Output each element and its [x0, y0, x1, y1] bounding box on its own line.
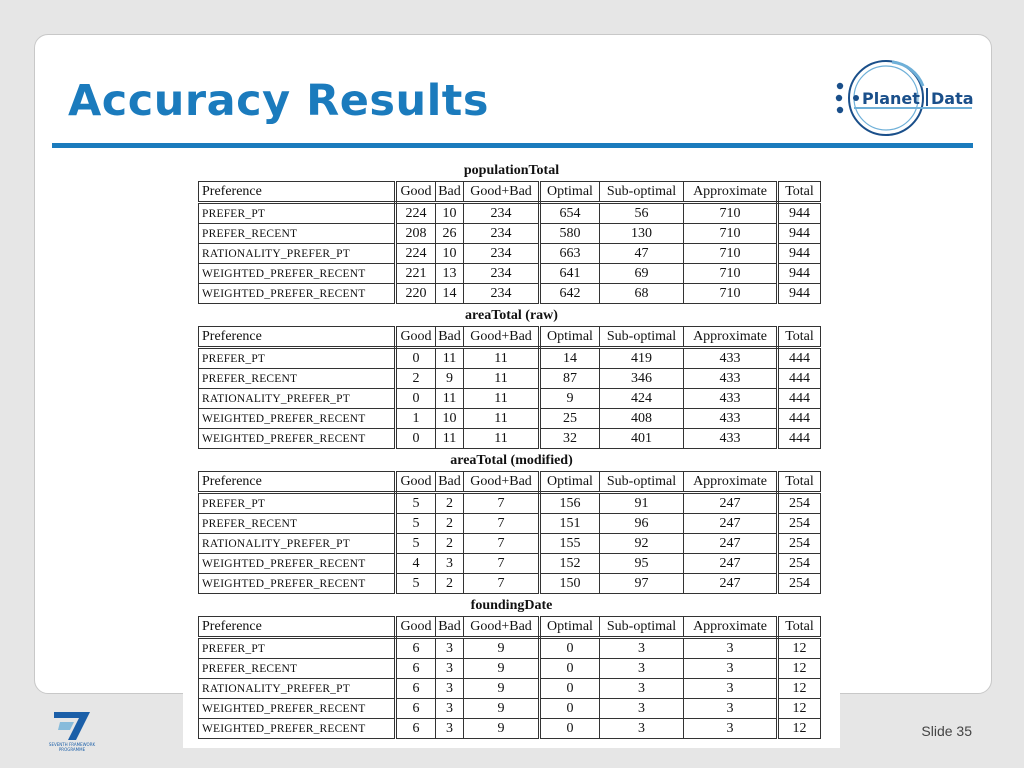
col-header-good-bad: Good+Bad	[464, 327, 540, 348]
table-header-row	[199, 327, 821, 348]
col-header-good-bad: Good+Bad	[464, 617, 540, 638]
cell-good-bad: 7	[464, 554, 540, 574]
table-row	[199, 679, 821, 699]
cell-approximate: 247	[684, 534, 778, 554]
table-row	[199, 638, 821, 659]
cell-sub-optimal: 3	[600, 659, 684, 679]
col-header-preference: Preference	[199, 472, 396, 493]
cell-total: 254	[778, 514, 821, 534]
col-header-bad: Bad	[436, 617, 464, 638]
cell-total: 254	[778, 493, 821, 514]
col-header-preference: Preference	[199, 617, 396, 638]
cell-good: 220	[396, 284, 436, 304]
cell-sub-optimal: 96	[600, 514, 684, 534]
cell-approximate: 710	[684, 244, 778, 264]
logo-text-planet: Planet	[862, 89, 920, 108]
cell-preference: PREFER_RECENT	[199, 224, 396, 244]
fp7-logo	[46, 706, 98, 752]
cell-good: 6	[396, 719, 436, 739]
table-caption-area-total-modified: areaTotal (modified)	[450, 453, 573, 468]
cell-approximate: 710	[684, 203, 778, 224]
col-header-good: Good	[396, 472, 436, 493]
cell-optimal: 25	[540, 409, 600, 429]
cell-bad: 11	[436, 389, 464, 409]
cell-approximate: 247	[684, 574, 778, 594]
cell-total: 254	[778, 574, 821, 594]
col-header-total: Total	[778, 327, 821, 348]
table-population-total	[198, 181, 821, 304]
cell-sub-optimal: 408	[600, 409, 684, 429]
cell-bad: 26	[436, 224, 464, 244]
table-row	[199, 493, 821, 514]
cell-bad: 3	[436, 679, 464, 699]
planet-data-logo	[832, 56, 978, 140]
cell-bad: 10	[436, 203, 464, 224]
cell-optimal: 87	[540, 369, 600, 389]
cell-bad: 3	[436, 659, 464, 679]
col-header-sub-optimal: Sub-optimal	[600, 182, 684, 203]
cell-good-bad: 234	[464, 264, 540, 284]
cell-bad: 11	[436, 348, 464, 369]
cell-good: 6	[396, 679, 436, 699]
cell-sub-optimal: 69	[600, 264, 684, 284]
col-header-total: Total	[778, 472, 821, 493]
col-header-sub-optimal: Sub-optimal	[600, 472, 684, 493]
cell-optimal: 0	[540, 719, 600, 739]
cell-total: 944	[778, 244, 821, 264]
cell-total: 944	[778, 264, 821, 284]
col-header-good-bad: Good+Bad	[464, 182, 540, 203]
cell-optimal: 642	[540, 284, 600, 304]
cell-good-bad: 7	[464, 534, 540, 554]
table-caption-area-total-raw: areaTotal (raw)	[465, 308, 558, 323]
col-header-optimal: Optimal	[540, 472, 600, 493]
table-founding-date	[198, 616, 821, 739]
cell-approximate: 247	[684, 554, 778, 574]
cell-preference: RATIONALITY_PREFER_PT	[199, 244, 396, 264]
cell-good-bad: 9	[464, 719, 540, 739]
cell-optimal: 580	[540, 224, 600, 244]
cell-approximate: 3	[684, 659, 778, 679]
col-header-optimal: Optimal	[540, 327, 600, 348]
cell-approximate: 710	[684, 284, 778, 304]
cell-approximate: 710	[684, 264, 778, 284]
cell-sub-optimal: 56	[600, 203, 684, 224]
cell-good-bad: 11	[464, 409, 540, 429]
cell-sub-optimal: 3	[600, 679, 684, 699]
cell-good-bad: 7	[464, 493, 540, 514]
cell-total: 444	[778, 369, 821, 389]
cell-good: 5	[396, 493, 436, 514]
col-header-bad: Bad	[436, 182, 464, 203]
col-header-approximate: Approximate	[684, 327, 778, 348]
cell-total: 944	[778, 284, 821, 304]
cell-sub-optimal: 3	[600, 699, 684, 719]
table-row	[199, 284, 821, 304]
cell-sub-optimal: 92	[600, 534, 684, 554]
table-row	[199, 203, 821, 224]
cell-optimal: 0	[540, 659, 600, 679]
cell-total: 944	[778, 203, 821, 224]
cell-approximate: 3	[684, 699, 778, 719]
cell-sub-optimal: 401	[600, 429, 684, 449]
cell-bad: 3	[436, 638, 464, 659]
cell-total: 12	[778, 699, 821, 719]
cell-bad: 2	[436, 493, 464, 514]
table-row	[199, 429, 821, 449]
col-header-optimal: Optimal	[540, 617, 600, 638]
cell-sub-optimal: 3	[600, 638, 684, 659]
cell-preference: WEIGHTED_PREFER_RECENT	[199, 429, 396, 449]
cell-preference: WEIGHTED_PREFER_RECENT	[199, 264, 396, 284]
tables-panel	[183, 155, 840, 748]
cell-total: 444	[778, 348, 821, 369]
cell-preference: WEIGHTED_PREFER_RECENT	[199, 574, 396, 594]
cell-optimal: 654	[540, 203, 600, 224]
fp7-text-line2: PROGRAMME	[58, 747, 86, 752]
cell-total: 12	[778, 659, 821, 679]
cell-good-bad: 234	[464, 224, 540, 244]
cell-approximate: 433	[684, 369, 778, 389]
cell-optimal: 152	[540, 554, 600, 574]
cell-optimal: 155	[540, 534, 600, 554]
cell-bad: 3	[436, 719, 464, 739]
cell-sub-optimal: 95	[600, 554, 684, 574]
col-header-good-bad: Good+Bad	[464, 472, 540, 493]
cell-approximate: 247	[684, 514, 778, 534]
cell-optimal: 156	[540, 493, 600, 514]
cell-preference: PREFER_PT	[199, 638, 396, 659]
cell-approximate: 3	[684, 719, 778, 739]
cell-approximate: 433	[684, 429, 778, 449]
fp7-text-line1: SEVENTH FRAMEWORK	[48, 742, 96, 747]
table-row	[199, 699, 821, 719]
cell-good: 5	[396, 574, 436, 594]
cell-good-bad: 9	[464, 679, 540, 699]
col-header-sub-optimal: Sub-optimal	[600, 327, 684, 348]
cell-approximate: 433	[684, 348, 778, 369]
table-row	[199, 574, 821, 594]
cell-preference: PREFER_RECENT	[199, 659, 396, 679]
logo-text-data: Data	[931, 89, 974, 108]
cell-preference: WEIGHTED_PREFER_RECENT	[199, 719, 396, 739]
col-header-good: Good	[396, 617, 436, 638]
cell-approximate: 710	[684, 224, 778, 244]
cell-good: 0	[396, 389, 436, 409]
cell-total: 12	[778, 679, 821, 699]
cell-good: 0	[396, 429, 436, 449]
cell-bad: 10	[436, 409, 464, 429]
cell-bad: 9	[436, 369, 464, 389]
cell-bad: 3	[436, 554, 464, 574]
col-header-bad: Bad	[436, 327, 464, 348]
col-header-good: Good	[396, 327, 436, 348]
table-row	[199, 534, 821, 554]
slide-title: Accuracy Results	[68, 76, 489, 126]
cell-good-bad: 234	[464, 203, 540, 224]
cell-sub-optimal: 424	[600, 389, 684, 409]
cell-bad: 2	[436, 514, 464, 534]
cell-sub-optimal: 47	[600, 244, 684, 264]
cell-good-bad: 7	[464, 574, 540, 594]
cell-preference: RATIONALITY_PREFER_PT	[199, 534, 396, 554]
cell-bad: 2	[436, 574, 464, 594]
cell-preference: WEIGHTED_PREFER_RECENT	[199, 409, 396, 429]
table-caption-population-total: populationTotal	[463, 163, 560, 178]
cell-sub-optimal: 346	[600, 369, 684, 389]
cell-sub-optimal: 130	[600, 224, 684, 244]
cell-approximate: 3	[684, 638, 778, 659]
col-header-approximate: Approximate	[684, 617, 778, 638]
table-row	[199, 554, 821, 574]
cell-optimal: 151	[540, 514, 600, 534]
cell-preference: WEIGHTED_PREFER_RECENT	[199, 284, 396, 304]
table-row	[199, 348, 821, 369]
cell-optimal: 0	[540, 679, 600, 699]
cell-preference: WEIGHTED_PREFER_RECENT	[199, 554, 396, 574]
cell-total: 444	[778, 429, 821, 449]
col-header-optimal: Optimal	[540, 182, 600, 203]
cell-good: 0	[396, 348, 436, 369]
cell-good: 2	[396, 369, 436, 389]
cell-good-bad: 11	[464, 348, 540, 369]
cell-sub-optimal: 68	[600, 284, 684, 304]
table-row	[199, 409, 821, 429]
col-header-approximate: Approximate	[684, 182, 778, 203]
cell-preference: WEIGHTED_PREFER_RECENT	[199, 699, 396, 719]
table-row	[199, 719, 821, 739]
cell-preference: PREFER_PT	[199, 493, 396, 514]
cell-optimal: 9	[540, 389, 600, 409]
table-row	[199, 659, 821, 679]
table-row	[199, 264, 821, 284]
cell-optimal: 150	[540, 574, 600, 594]
cell-good-bad: 9	[464, 699, 540, 719]
table-area-total-modified	[198, 471, 821, 594]
cell-optimal: 663	[540, 244, 600, 264]
cell-good: 224	[396, 203, 436, 224]
cell-good: 4	[396, 554, 436, 574]
table-caption-founding-date: foundingDate	[470, 598, 553, 613]
cell-good-bad: 11	[464, 429, 540, 449]
cell-good: 6	[396, 659, 436, 679]
cell-preference: PREFER_PT	[199, 348, 396, 369]
cell-optimal: 32	[540, 429, 600, 449]
title-underline	[52, 143, 973, 148]
cell-good-bad: 11	[464, 369, 540, 389]
table-area-total-raw	[198, 326, 821, 449]
cell-approximate: 433	[684, 409, 778, 429]
cell-sub-optimal: 97	[600, 574, 684, 594]
cell-good: 5	[396, 534, 436, 554]
cell-sub-optimal: 91	[600, 493, 684, 514]
cell-bad: 11	[436, 429, 464, 449]
cell-total: 12	[778, 638, 821, 659]
cell-optimal: 641	[540, 264, 600, 284]
col-header-total: Total	[778, 182, 821, 203]
col-header-approximate: Approximate	[684, 472, 778, 493]
table-header-row	[199, 182, 821, 203]
table-header-row	[199, 472, 821, 493]
cell-good: 224	[396, 244, 436, 264]
cell-sub-optimal: 3	[600, 719, 684, 739]
cell-sub-optimal: 419	[600, 348, 684, 369]
cell-preference: PREFER_RECENT	[199, 514, 396, 534]
cell-total: 944	[778, 224, 821, 244]
cell-bad: 2	[436, 534, 464, 554]
cell-optimal: 0	[540, 699, 600, 719]
col-header-good: Good	[396, 182, 436, 203]
cell-total: 12	[778, 719, 821, 739]
cell-optimal: 14	[540, 348, 600, 369]
cell-preference: RATIONALITY_PREFER_PT	[199, 389, 396, 409]
cell-good-bad: 234	[464, 244, 540, 264]
cell-total: 444	[778, 389, 821, 409]
cell-approximate: 247	[684, 493, 778, 514]
cell-total: 254	[778, 534, 821, 554]
table-row	[199, 369, 821, 389]
cell-approximate: 3	[684, 679, 778, 699]
table-row	[199, 244, 821, 264]
cell-good-bad: 9	[464, 659, 540, 679]
cell-good: 208	[396, 224, 436, 244]
cell-approximate: 433	[684, 389, 778, 409]
cell-bad: 14	[436, 284, 464, 304]
cell-total: 254	[778, 554, 821, 574]
cell-preference: PREFER_RECENT	[199, 369, 396, 389]
cell-total: 444	[778, 409, 821, 429]
cell-bad: 3	[436, 699, 464, 719]
slide-number: Slide 35	[921, 723, 972, 739]
cell-good-bad: 11	[464, 389, 540, 409]
col-header-preference: Preference	[199, 182, 396, 203]
cell-good: 5	[396, 514, 436, 534]
table-header-row	[199, 617, 821, 638]
col-header-total: Total	[778, 617, 821, 638]
cell-bad: 10	[436, 244, 464, 264]
cell-optimal: 0	[540, 638, 600, 659]
cell-good-bad: 7	[464, 514, 540, 534]
cell-good: 1	[396, 409, 436, 429]
cell-preference: PREFER_PT	[199, 203, 396, 224]
table-row	[199, 224, 821, 244]
table-row	[199, 389, 821, 409]
cell-bad: 13	[436, 264, 464, 284]
cell-good-bad: 9	[464, 638, 540, 659]
cell-good-bad: 234	[464, 284, 540, 304]
cell-good: 221	[396, 264, 436, 284]
table-row	[199, 514, 821, 534]
cell-good: 6	[396, 699, 436, 719]
cell-good: 6	[396, 638, 436, 659]
col-header-sub-optimal: Sub-optimal	[600, 617, 684, 638]
col-header-preference: Preference	[199, 327, 396, 348]
col-header-bad: Bad	[436, 472, 464, 493]
cell-preference: RATIONALITY_PREFER_PT	[199, 679, 396, 699]
